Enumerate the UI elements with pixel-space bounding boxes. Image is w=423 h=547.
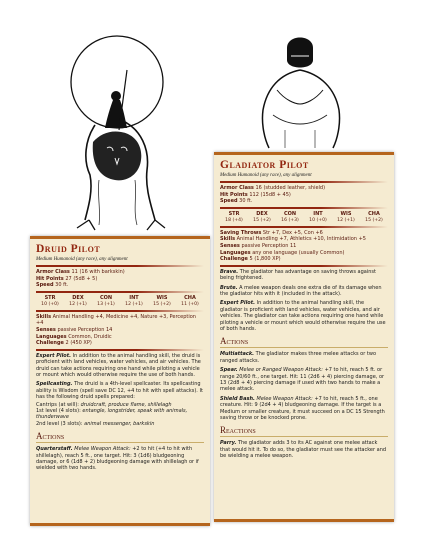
ability-str: STR 18 (+4): [225, 210, 243, 223]
ability-dex: DEX 15 (+2): [253, 210, 271, 223]
gladiator-reactions-heading: Reactions: [220, 425, 388, 437]
divider: [36, 291, 204, 293]
druid-spell-2nd: 2nd level (3 slots): animal messenger, barkskin: [36, 420, 155, 427]
gladiator-action-spear: Spear. Melee or Ranged Weapon Attack: +7 to hit, reach 5 ft. or range 20/60 ft., one target. Hit: 11 (2d6 + 4) piercing damage, or 13 (2d8 + 4) piercing damage if used with two hands to make a melee attack.: [220, 367, 385, 393]
divider: [36, 349, 204, 351]
druid-armor-class: Armor Class 11 (16 with barkskin): [36, 269, 125, 275]
gladiator-saving-throws: Saving Throws Str +7, Dex +5, Con +6: [220, 229, 323, 236]
druid-lion-illustration: [55, 30, 180, 235]
divider: [220, 265, 388, 267]
ability-wis: WIS 15 (+2): [153, 294, 171, 307]
gladiator-languages: Languages any one language (usually Common): [220, 249, 345, 256]
ability-con: CON 13 (+1): [97, 294, 115, 307]
druid-speed: Speed 30 ft.: [36, 282, 69, 289]
druid-skills: Skills Animal Handling +4, Medicine +4, Nature +3, Perception +4: [36, 313, 196, 327]
gladiator-action-shield-bash: Shield Bash. Melee Weapon Attack: +7 to hit, reach 5 ft., one creature. Hit: 9 (2d4 + 4) bludgeoning damage. If the target is a Medium or smaller creature, it must succeed on a DC 15 Strength saving throw or be knocked prone.: [220, 395, 385, 422]
gladiator-trait-expert-pilot: Expert Pilot. In addition to the animal handling skill, the gladiator is proficient with land vehicles, water vehicles, and air vehicles. The gladiator can take actions requiring one hand while piloting a vehicle or mount which would otherwise require the use of both hands.: [220, 300, 386, 332]
gladiator-illustration: [255, 30, 350, 150]
ability-wis: WIS 12 (+1): [337, 210, 355, 223]
druid-trait-spellcasting: Spellcasting. The druid is a 4th-level spellcaster. Its spellcasting ability is Wisdom (spell save DC 12, +4 to hit with spell attacks). It has the following druid spells prepared:: [36, 381, 203, 401]
gladiator-action-multiattack: Multiattack. The gladiator makes three melee attacks or two ranged attacks.: [220, 351, 376, 364]
druid-challenge: Challenge 2 (450 XP): [36, 340, 92, 347]
druid-trait-expert-pilot: Expert Pilot. In addition to the animal handling skill, the druid is proficient with land vehicles, water vehicles, and air vehicles. The druid can take actions requiring one hand while piloting a vehicle or mount which would otherwise require the use of both hands.: [36, 352, 201, 378]
druid-spell-1st: 1st level (4 slots): entangle, longstrider, speak with animals, thunderwave: [36, 408, 188, 421]
ability-cha: CHA 11 (+0): [181, 294, 199, 307]
ability-int: INT 12 (+1): [125, 294, 143, 307]
druid-subtitle: Medium Humanoid (any race), any alignment: [36, 257, 128, 262]
druid-stat-block: [30, 236, 210, 526]
gladiator-senses: Senses passive Perception 11: [220, 242, 297, 249]
divider: [220, 181, 388, 183]
divider: [220, 207, 388, 209]
druid-title: Druid Pilot: [36, 243, 101, 255]
gladiator-title: Gladiator Pilot: [220, 159, 309, 171]
ability-cha: CHA 15 (+2): [365, 210, 383, 223]
gladiator-armor-class: Armor Class 16 (studded leather, shield): [220, 185, 326, 191]
druid-spell-cantrips: Cantrips (at will): druidcraft, produce flame, shillelagh: [36, 401, 172, 408]
gladiator-actions-heading: Actions: [220, 336, 388, 348]
divider: [36, 265, 204, 267]
gladiator-challenge: Challenge 5 (1,800 XP): [220, 256, 281, 263]
gladiator-trait-brute: Brute. A melee weapon deals one extra die of its damage when the gladiator hits with it (included in the attack).: [220, 284, 382, 297]
druid-actions-heading: Actions: [36, 431, 204, 443]
gladiator-ability-scores: [220, 211, 388, 224]
gladiator-skills: Skills Animal Handling +7, Athletics +10, Intimidation +5: [220, 236, 366, 243]
gladiator-trait-brave: Brave. The gladiator has advantage on saving throws against being frightened.: [220, 268, 376, 282]
druid-action-quarterstaff: Quarterstaff. Melee Weapon Attack: +2 to hit (+4 to hit with shillelagh), reach 5 ft., one target. Hit: 3 (1d6) bludgeoning damage, or 6 (1d8 + 2) bludgeoning damage with shillelagh or if wielded with two hands.: [36, 446, 199, 472]
ability-str: STR 10 (+0): [41, 294, 59, 307]
druid-ability-scores: [36, 295, 204, 308]
gladiator-stat-block: [214, 152, 394, 522]
gladiator-hit-points: Hit Points 112 (15d8 + 45): [220, 191, 291, 198]
druid-hit-points: Hit Points 27 (5d8 + 5): [36, 275, 98, 282]
divider: [36, 310, 204, 312]
gladiator-speed: Speed 30 ft.: [220, 198, 253, 205]
gladiator-subtitle: Medium Humanoid (any race), any alignment: [220, 173, 312, 178]
divider: [220, 226, 388, 228]
druid-languages: Languages Common, Druidic: [36, 333, 112, 340]
ability-int: INT 10 (+0): [309, 210, 327, 223]
ability-dex: DEX 12 (+1): [69, 294, 87, 307]
ability-con: CON 16 (+3): [281, 210, 299, 223]
gladiator-reaction-parry: Parry. The gladiator adds 3 to its AC against one melee attack that would hit it. To do so, the gladiator must see the attacker and be wielding a melee weapon.: [220, 440, 387, 460]
druid-senses: Senses passive Perception 14: [36, 326, 113, 333]
